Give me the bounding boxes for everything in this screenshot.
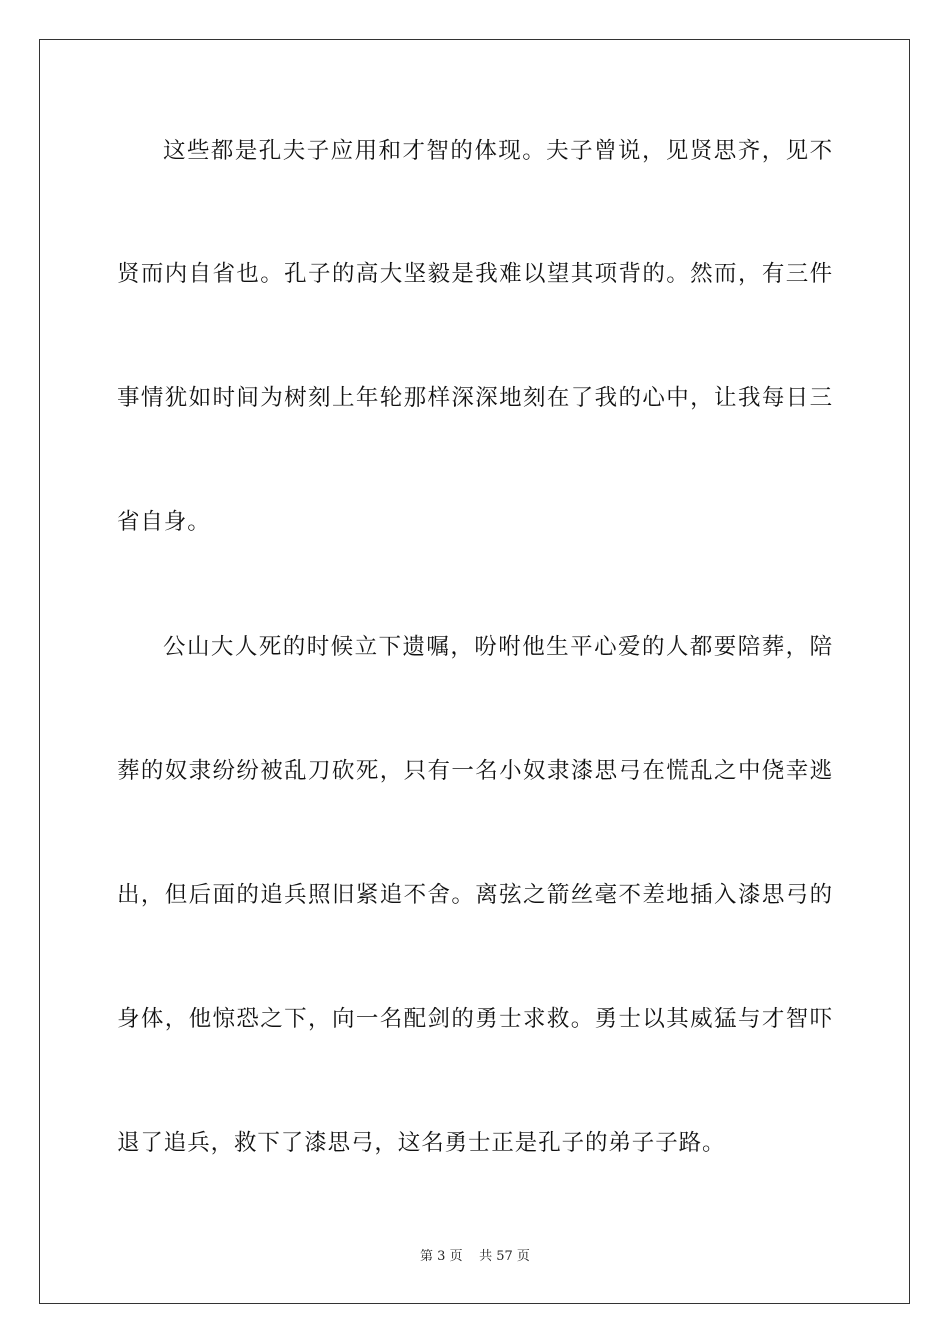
text-line: 出，但后面的追兵照旧紧追不舍。离弦之箭丝毫不差地插入漆思弓的 — [117, 882, 833, 908]
text-line: 公山大人死的时候立下遗嘱，吩咐他生平心爱的人都要陪葬，陪 — [163, 634, 833, 660]
text-line: 葬的奴隶纷纷被乱刀砍死，只有一名小奴隶漆思弓在慌乱之中侥幸逃 — [117, 758, 833, 784]
text-line: 身体，他惊恐之下，向一名配剑的勇士求救。勇士以其威猛与才智吓 — [117, 1006, 833, 1032]
page-footer — [0, 1248, 950, 1266]
page-number: 第 3 页 — [420, 1249, 463, 1264]
text-line: 事情犹如时间为树刻上年轮那样深深地刻在了我的心中，让我每日三 — [117, 385, 833, 411]
text-line: 退了追兵，救下了漆思弓，这名勇士正是孔子的弟子子路。 — [117, 1130, 726, 1156]
page-frame — [39, 39, 910, 1304]
text-line: 贤而内自省也。孔子的高大坚毅是我难以望其项背的。然而，有三件 — [117, 261, 833, 287]
text-line: 省自身。 — [117, 509, 211, 535]
text-line: 这些都是孔夫子应用和才智的体现。夫子曾说，见贤思齐，见不 — [163, 138, 833, 164]
page-total: 共 57 页 — [479, 1249, 530, 1264]
